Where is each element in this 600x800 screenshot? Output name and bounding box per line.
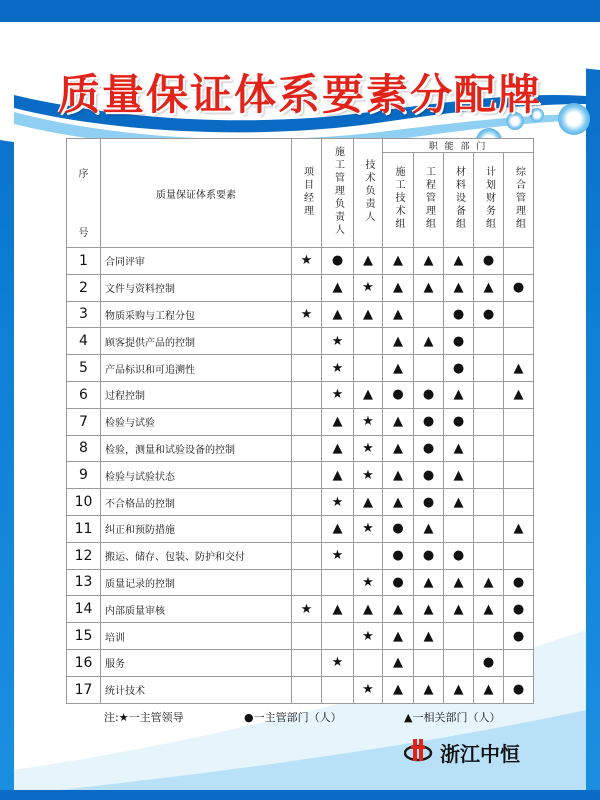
assignment-cell: ▲ (474, 596, 504, 623)
row-number: 12 (67, 542, 101, 569)
assignment-cell: ★ (354, 676, 383, 703)
assignment-cell: ● (414, 462, 444, 489)
assignment-cell (322, 676, 354, 703)
assignment-cell: ▲ (354, 381, 383, 408)
assignment-cell (474, 542, 504, 569)
table-row (67, 676, 534, 703)
assignment-cell: ● (444, 301, 474, 328)
assignment-cell: ▲ (504, 515, 534, 542)
element-name: 顾客提供产品的控制 (101, 328, 292, 355)
assignment-cell: ★ (322, 381, 354, 408)
assignment-cell (504, 649, 534, 676)
assignment-cell: ▲ (383, 623, 414, 650)
assignment-cell (444, 623, 474, 650)
element-name: 检验，测量和试验设备的控制 (101, 435, 292, 462)
assignment-cell: ● (504, 676, 534, 703)
row-number: 16 (67, 649, 101, 676)
role-header-6: 材料设备组 (444, 153, 474, 248)
table-row (67, 515, 534, 542)
assignment-cell (474, 435, 504, 462)
table-row (67, 274, 534, 301)
element-name: 质量记录的控制 (101, 569, 292, 596)
assignment-cell: ★ (322, 328, 354, 355)
assignment-cell: ▲ (414, 248, 444, 275)
assignment-cell: ▲ (504, 355, 534, 382)
assignment-cell: ★ (292, 301, 322, 328)
assignment-cell: ★ (292, 248, 322, 275)
assignment-cell: ★ (322, 355, 354, 382)
assignment-cell: ▲ (383, 301, 414, 328)
assignment-cell: ★ (354, 274, 383, 301)
assignment-cell: ▲ (322, 596, 354, 623)
assignment-cell: ● (444, 355, 474, 382)
table-row (67, 328, 534, 355)
table-row (67, 649, 534, 676)
assignment-cell: ▲ (383, 328, 414, 355)
assignment-cell: ▲ (444, 462, 474, 489)
assignment-cell (354, 649, 383, 676)
assignment-cell (292, 515, 322, 542)
assignment-cell: ▲ (383, 596, 414, 623)
assignment-cell (504, 462, 534, 489)
assignment-cell: ● (414, 542, 444, 569)
assignment-cell (322, 569, 354, 596)
assignment-cell (414, 301, 444, 328)
assignment-cell: ▲ (354, 248, 383, 275)
assignment-cell: ▲ (383, 355, 414, 382)
page-title: 质量保证体系要素分配牌 (57, 70, 542, 119)
seq-header (67, 139, 101, 248)
legend-triangle: ▲一相关部门（人） (404, 711, 501, 724)
table-row (67, 355, 534, 382)
row-number: 9 (67, 462, 101, 489)
legend (104, 709, 564, 727)
assignment-cell: ★ (354, 408, 383, 435)
assignment-cell: ▲ (354, 596, 383, 623)
assignment-cell (292, 542, 322, 569)
assignment-cell: ▲ (414, 623, 444, 650)
element-header: 质量保证体系要素 (101, 139, 292, 248)
assignment-cell: ▲ (383, 649, 414, 676)
role-header-4: 施工技术组 (383, 153, 414, 248)
assignment-cell (354, 542, 383, 569)
assignment-cell: ▲ (322, 515, 354, 542)
assignment-cell (474, 381, 504, 408)
row-number: 2 (67, 274, 101, 301)
table-row (67, 542, 534, 569)
role-header-2: 施工管理负责人 (322, 139, 354, 248)
assignment-cell: ▲ (414, 515, 444, 542)
assignment-cell (354, 328, 383, 355)
allocation-table-container (66, 138, 533, 704)
assignment-cell: ▲ (383, 435, 414, 462)
assignment-cell: ● (383, 542, 414, 569)
assignment-cell (504, 248, 534, 275)
element-name: 培训 (101, 623, 292, 650)
assignment-cell (444, 515, 474, 542)
assignment-cell (414, 649, 444, 676)
element-name: 物质采购与工程分包 (101, 301, 292, 328)
assignment-cell (292, 328, 322, 355)
assignment-cell: ▲ (414, 328, 444, 355)
assignment-cell (292, 649, 322, 676)
assignment-cell: ● (504, 274, 534, 301)
assignment-cell: ★ (322, 542, 354, 569)
row-number: 5 (67, 355, 101, 382)
element-name: 统计技术 (101, 676, 292, 703)
assignment-cell: ▲ (474, 569, 504, 596)
assignment-cell (474, 462, 504, 489)
element-name: 检验与试验 (101, 408, 292, 435)
assignment-cell: ▲ (414, 676, 444, 703)
assignment-cell (292, 489, 322, 516)
assignment-cell: ● (504, 596, 534, 623)
assignment-cell: ▲ (474, 676, 504, 703)
assignment-cell (292, 381, 322, 408)
assignment-cell (292, 355, 322, 382)
assignment-cell (474, 489, 504, 516)
table-row (67, 301, 534, 328)
seq-header-top: 序 (78, 169, 89, 180)
assignment-cell: ▲ (322, 462, 354, 489)
assignment-cell: ● (383, 515, 414, 542)
assignment-cell: ▲ (383, 248, 414, 275)
row-number: 15 (67, 623, 101, 650)
assignment-cell: ▲ (322, 274, 354, 301)
row-number: 11 (67, 515, 101, 542)
table-row (67, 435, 534, 462)
role-header-7: 计划财务组 (474, 153, 504, 248)
assignment-cell: ● (414, 489, 444, 516)
element-name: 产品标识和可追溯性 (101, 355, 292, 382)
assignment-cell: ● (474, 649, 504, 676)
assignment-cell (354, 355, 383, 382)
assignment-cell: ▲ (322, 301, 354, 328)
element-name: 过程控制 (101, 381, 292, 408)
assignment-cell: ● (444, 328, 474, 355)
assignment-cell: ● (474, 248, 504, 275)
role-header-1: 项目经理 (292, 139, 322, 248)
assignment-cell (292, 462, 322, 489)
assignment-cell (474, 623, 504, 650)
element-name: 服务 (101, 649, 292, 676)
table-row (67, 569, 534, 596)
row-number: 14 (67, 596, 101, 623)
assignment-cell: ● (414, 435, 444, 462)
assignment-cell (292, 676, 322, 703)
assignment-cell: ▲ (474, 274, 504, 301)
assignment-cell: ▲ (354, 489, 383, 516)
assignment-cell: ● (322, 248, 354, 275)
assignment-cell (444, 649, 474, 676)
assignment-cell: ▲ (383, 274, 414, 301)
assignment-cell (504, 489, 534, 516)
assignment-cell: ★ (292, 596, 322, 623)
legend-star: 注:★一主管领导 (104, 711, 184, 724)
zhongheng-logo-icon (404, 737, 436, 765)
assignment-cell: ★ (354, 623, 383, 650)
assignment-cell (504, 301, 534, 328)
assignment-cell: ▲ (414, 569, 444, 596)
row-number: 1 (67, 248, 101, 275)
assignment-cell (474, 355, 504, 382)
assignment-cell (474, 408, 504, 435)
roles-group-header: 职 能 部 门 (383, 139, 534, 153)
assignment-cell: ★ (354, 435, 383, 462)
assignment-cell (292, 569, 322, 596)
assignment-cell: ▲ (444, 435, 474, 462)
element-name: 搬运、储存、包装、防护和交付 (101, 542, 292, 569)
element-name: 不合格品的控制 (101, 489, 292, 516)
assignment-cell: ● (444, 542, 474, 569)
element-name: 检验与试验状态 (101, 462, 292, 489)
row-number: 4 (67, 328, 101, 355)
assignment-cell: ▲ (322, 408, 354, 435)
assignment-cell: ● (474, 301, 504, 328)
assignment-cell: ▲ (383, 408, 414, 435)
assignment-cell (504, 435, 534, 462)
assignment-cell (474, 328, 504, 355)
assignment-cell: ★ (322, 489, 354, 516)
assignment-cell: ▲ (444, 248, 474, 275)
assignment-cell (504, 328, 534, 355)
assignment-cell: ● (444, 408, 474, 435)
company-logo (404, 735, 544, 765)
assignment-cell: ▲ (414, 596, 444, 623)
assignment-cell: ★ (354, 462, 383, 489)
assignment-cell: ▲ (444, 676, 474, 703)
legend-dot: ●一主管部门（人） (244, 711, 342, 724)
assignment-cell (292, 435, 322, 462)
row-number: 7 (67, 408, 101, 435)
table-row (67, 596, 534, 623)
element-name: 合同评审 (101, 248, 292, 275)
table-row (67, 248, 534, 275)
row-number: 3 (67, 301, 101, 328)
company-name: 浙江中恒 (440, 742, 520, 766)
assignment-cell: ▲ (444, 489, 474, 516)
assignment-cell: ★ (354, 515, 383, 542)
assignment-cell (474, 515, 504, 542)
assignment-cell (292, 623, 322, 650)
table-body (67, 248, 534, 704)
assignment-cell: ▲ (444, 596, 474, 623)
assignment-cell: ▲ (383, 676, 414, 703)
assignment-cell: ● (504, 569, 534, 596)
assignment-cell (414, 355, 444, 382)
assignment-cell (292, 408, 322, 435)
allocation-table (66, 138, 534, 704)
assignment-cell (504, 408, 534, 435)
row-number: 8 (67, 435, 101, 462)
assignment-cell: ▲ (444, 569, 474, 596)
assignment-cell: ▲ (444, 274, 474, 301)
role-header-3: 技术负责人 (354, 139, 383, 248)
table-row (67, 462, 534, 489)
assignment-cell: ● (414, 408, 444, 435)
assignment-cell: ▲ (504, 381, 534, 408)
row-number: 10 (67, 489, 101, 516)
table-row (67, 408, 534, 435)
row-number: 6 (67, 381, 101, 408)
assignment-cell (292, 274, 322, 301)
table-row (67, 381, 534, 408)
table-row (67, 489, 534, 516)
row-number: 17 (67, 676, 101, 703)
seq-header-bottom: 号 (78, 228, 89, 239)
assignment-cell: ● (414, 381, 444, 408)
assignment-cell: ● (383, 381, 414, 408)
assignment-cell: ▲ (354, 301, 383, 328)
assignment-cell: ▲ (444, 381, 474, 408)
assignment-cell: ▲ (383, 489, 414, 516)
assignment-cell: ▲ (414, 274, 444, 301)
assignment-cell: ● (383, 569, 414, 596)
role-header-8: 综合管理组 (504, 153, 534, 248)
assignment-cell (504, 542, 534, 569)
assignment-cell: ● (504, 623, 534, 650)
element-name: 纠正和预防措施 (101, 515, 292, 542)
row-number: 13 (67, 569, 101, 596)
assignment-cell: ▲ (383, 462, 414, 489)
element-name: 内部质量审核 (101, 596, 292, 623)
role-header-5: 工程管理组 (414, 153, 444, 248)
element-name: 文件与资料控制 (101, 274, 292, 301)
table-row (67, 623, 534, 650)
assignment-cell: ★ (354, 569, 383, 596)
assignment-cell: ▲ (322, 435, 354, 462)
assignment-cell: ★ (322, 649, 354, 676)
assignment-cell (322, 623, 354, 650)
